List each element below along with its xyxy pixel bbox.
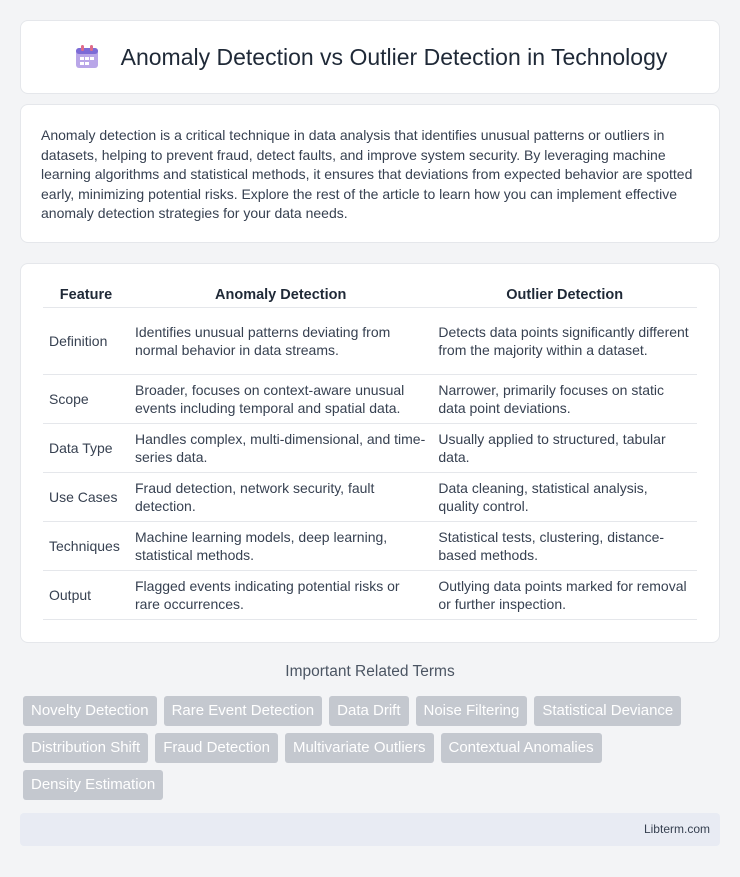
feature-cell: Scope <box>43 375 129 424</box>
outlier-cell: Narrower, primarily focuses on static data point deviations. <box>432 375 697 424</box>
intro-card <box>20 104 720 243</box>
related-term-tag[interactable]: Noise Filtering <box>416 696 528 726</box>
intro-text: Anomaly detection is a critical technique in data analysis that identifies unusual patterns or outliers in datasets, helping to prevent fraud, detect faults, and improve system security. By leveraging machine learning algorithms and statistical methods, it ensures that deviations from expected behavior are spotted early, minimizing potential risks. Explore the rest of the article to learn how you can implement effective anomaly detection strategies for your data needs. <box>41 127 693 221</box>
outlier-cell: Outlying data points marked for removal or further inspection. <box>432 571 697 620</box>
table-row <box>43 473 697 522</box>
header-card <box>20 20 720 94</box>
feature-cell: Techniques <box>43 522 129 571</box>
related-term-tag[interactable]: Contextual Anomalies <box>441 733 602 763</box>
outlier-cell: Usually applied to structured, tabular data. <box>432 424 697 473</box>
anomaly-cell: Identifies unusual patterns deviating from normal behavior in data streams. <box>129 308 432 375</box>
feature-cell: Use Cases <box>43 473 129 522</box>
table-row <box>43 424 697 473</box>
footer <box>20 813 720 846</box>
related-term-tag[interactable]: Statistical Deviance <box>534 696 681 726</box>
table-row <box>43 308 697 375</box>
related-term-tag[interactable]: Multivariate Outliers <box>285 733 434 763</box>
footer-brand[interactable]: Libterm.com <box>643 822 710 836</box>
related-term-tag[interactable]: Fraud Detection <box>155 733 278 763</box>
table-row <box>43 522 697 571</box>
comparison-table <box>43 284 697 620</box>
calendar-icon <box>73 43 101 71</box>
header-anomaly-detection: Anomaly Detection <box>129 284 432 308</box>
related-terms-title: Important Related Terms <box>285 663 455 680</box>
feature-cell: Output <box>43 571 129 620</box>
anomaly-cell: Broader, focuses on context-aware unusual events including temporal and spatial data. <box>129 375 432 424</box>
feature-cell: Definition <box>43 308 129 375</box>
related-term-tag[interactable]: Density Estimation <box>23 770 163 800</box>
related-term-tag[interactable]: Rare Event Detection <box>164 696 323 726</box>
related-term-tag[interactable]: Distribution Shift <box>23 733 148 763</box>
feature-cell: Data Type <box>43 424 129 473</box>
table-row <box>43 375 697 424</box>
related-terms-list <box>23 696 723 807</box>
header-feature: Feature <box>43 284 129 308</box>
anomaly-cell: Handles complex, multi-dimensional, and time-series data. <box>129 424 432 473</box>
outlier-cell: Statistical tests, clustering, distance-based methods. <box>432 522 697 571</box>
page-title: Anomaly Detection vs Outlier Detection in Technology <box>120 43 668 70</box>
anomaly-cell: Fraud detection, network security, fault detection. <box>129 473 432 522</box>
outlier-cell: Data cleaning, statistical analysis, quality control. <box>432 473 697 522</box>
anomaly-cell: Machine learning models, deep learning, statistical methods. <box>129 522 432 571</box>
outlier-cell: Detects data points significantly different from the majority within a dataset. <box>432 308 697 375</box>
comparison-card <box>20 263 720 643</box>
header-outlier-detection: Outlier Detection <box>432 284 697 308</box>
related-term-tag[interactable]: Data Drift <box>329 696 408 726</box>
related-term-tag[interactable]: Novelty Detection <box>23 696 157 726</box>
table-row <box>43 571 697 620</box>
anomaly-cell: Flagged events indicating potential risks or rare occurrences. <box>129 571 432 620</box>
